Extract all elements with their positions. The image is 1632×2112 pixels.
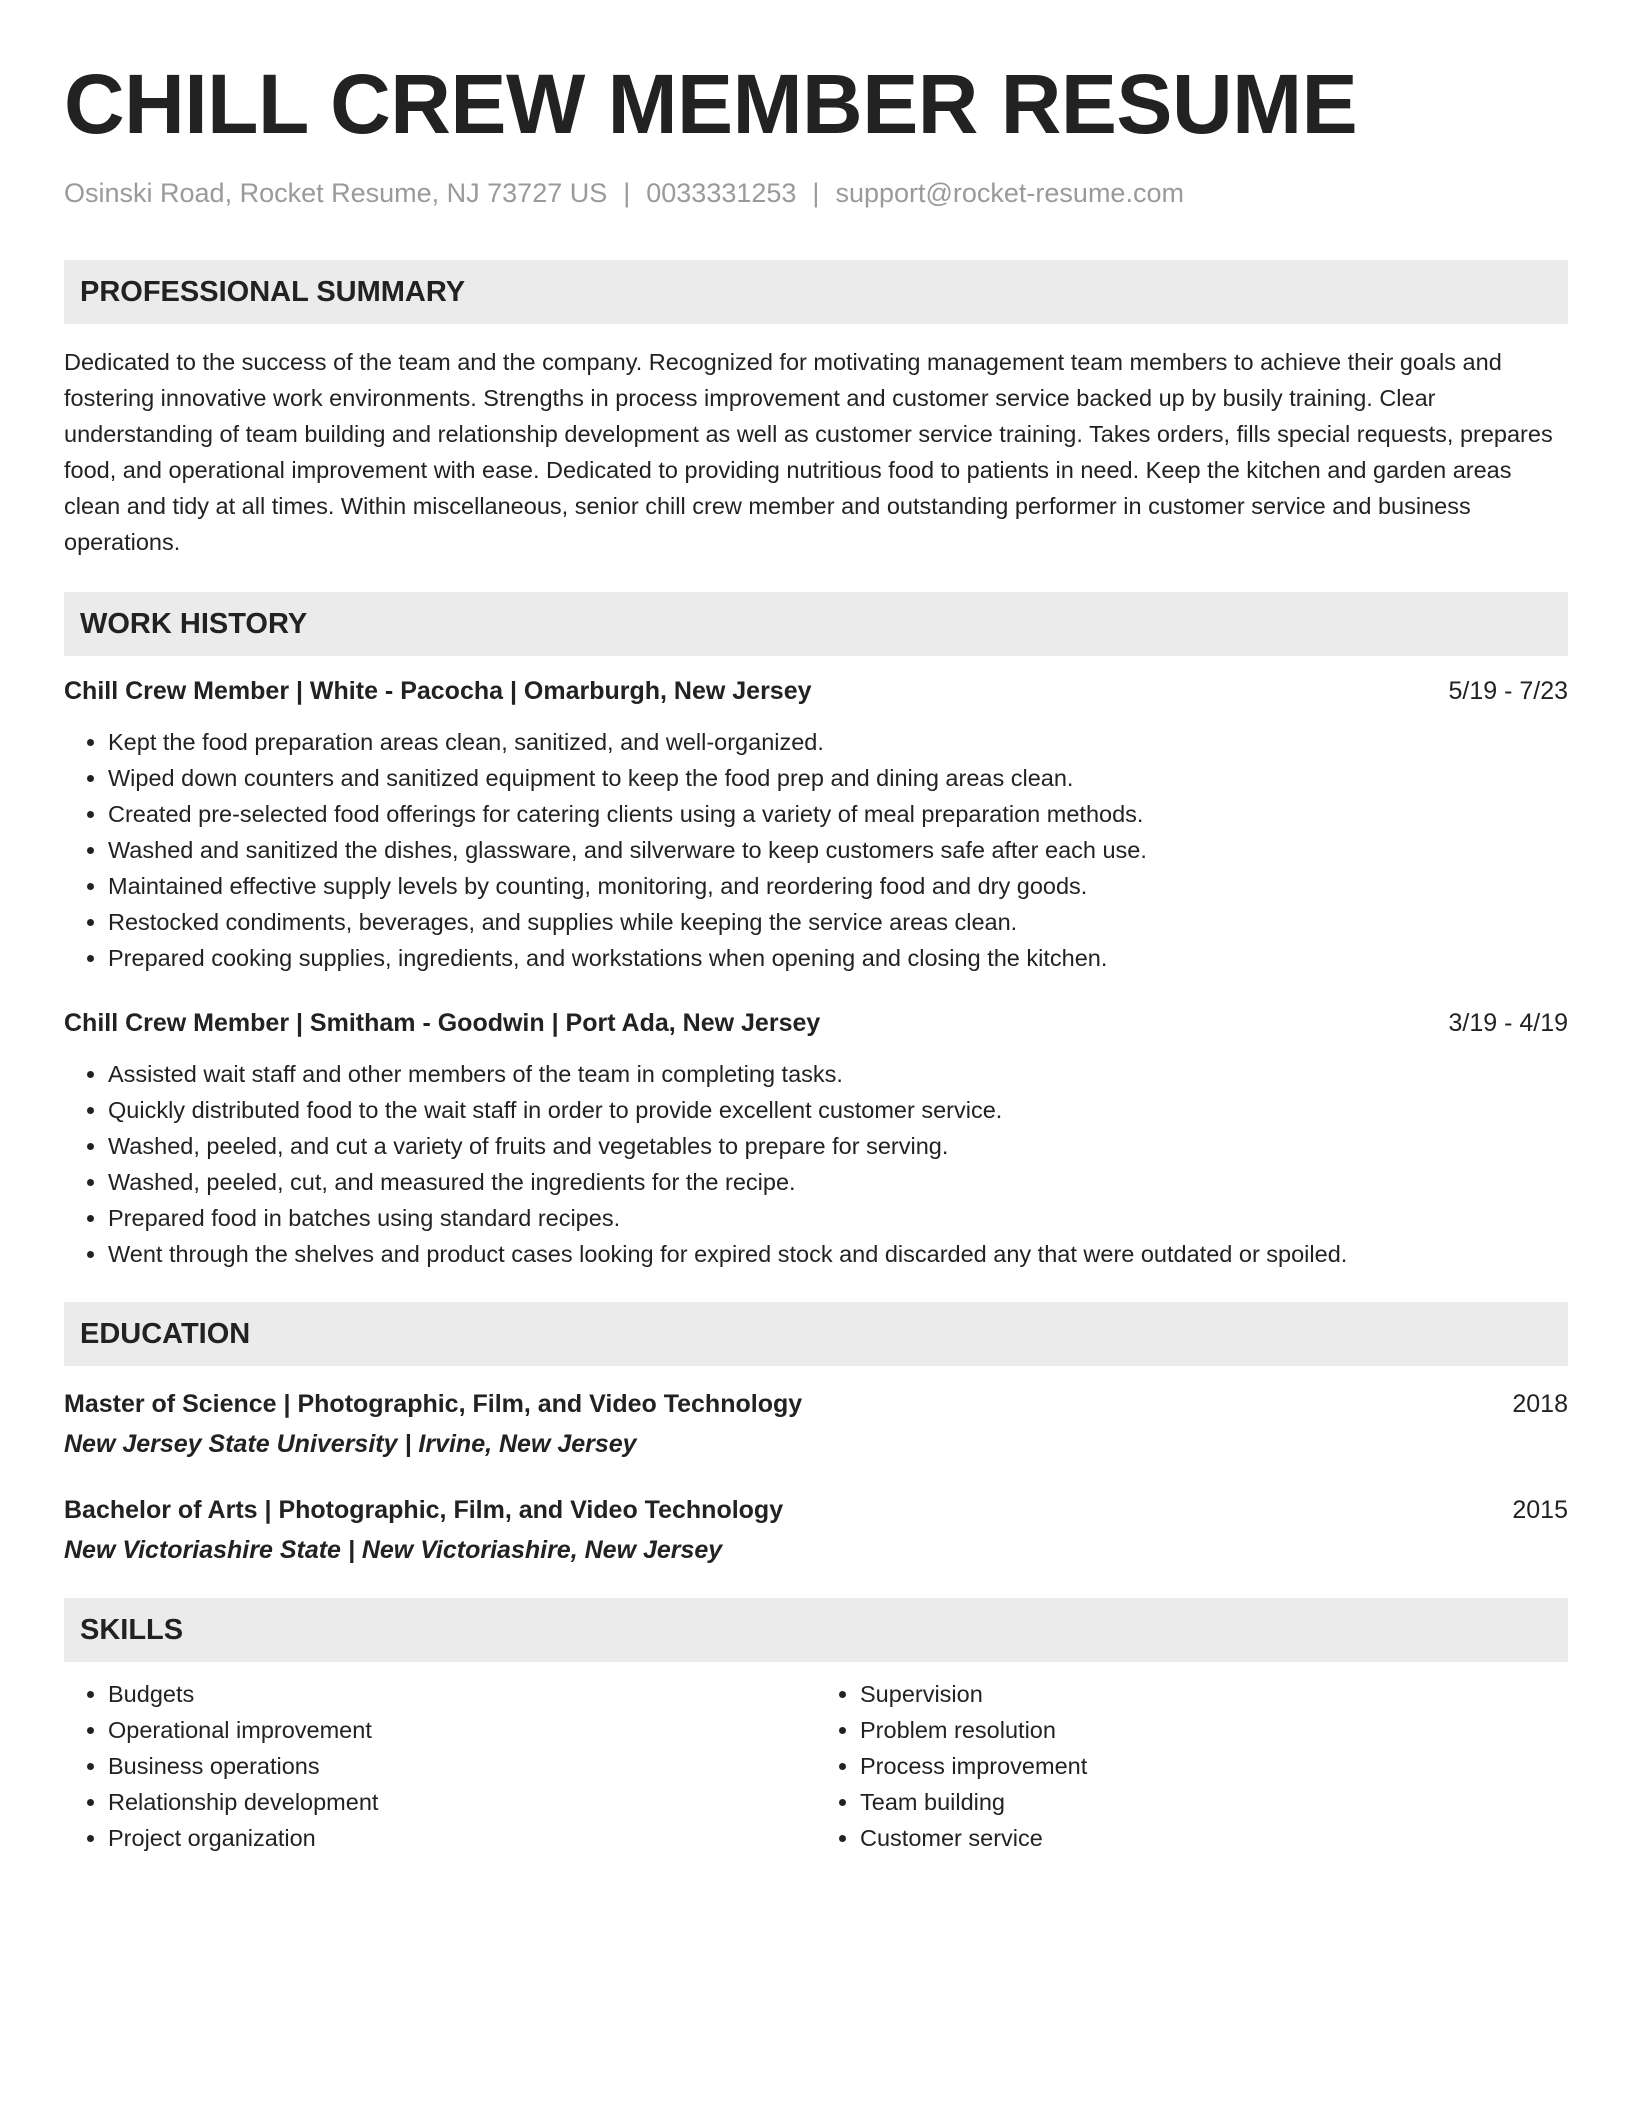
contact-email: support@rocket-resume.com xyxy=(835,178,1184,208)
job-dates: 3/19 - 4/19 xyxy=(1448,1009,1568,1037)
list-item: • Project organization xyxy=(108,1820,816,1856)
degree-title: Master of Science | Photographic, Film, and Video Technology xyxy=(64,1390,803,1418)
list-item: • Prepared food in batches using standard recipes. xyxy=(108,1200,1568,1236)
contact-separator: | xyxy=(623,178,631,208)
degree-row xyxy=(64,1386,1568,1422)
list-item: • Supervision xyxy=(860,1676,1568,1712)
degree-title: Bachelor of Arts | Photographic, Film, and Video Technology xyxy=(64,1496,784,1524)
skills-grid xyxy=(64,1676,1568,1856)
skills-list-right xyxy=(816,1676,1568,1856)
section-heading-education: EDUCATION xyxy=(64,1302,1568,1366)
list-item: • Assisted wait staff and other members of the team in completing tasks. xyxy=(108,1056,1568,1092)
contact-phone: 0033331253 xyxy=(646,178,797,208)
list-item: • Went through the shelves and product cases looking for expired stock and discarded any that were outdated or spoiled. xyxy=(108,1236,1568,1272)
school-name: New Jersey State University | Irvine, New Jersey xyxy=(64,1430,637,1458)
education-entry xyxy=(64,1492,1568,1568)
job-title: Chill Crew Member | Smitham - Goodwin | Port Ada, New Jersey xyxy=(64,1009,821,1037)
job-title: Chill Crew Member | White - Pacocha | Omarburgh, New Jersey xyxy=(64,677,812,705)
list-item: • Restocked condiments, beverages, and supplies while keeping the service areas clean. xyxy=(108,904,1568,940)
job-header xyxy=(64,1006,1568,1040)
list-item: • Budgets xyxy=(108,1676,816,1712)
list-item: • Washed, peeled, and cut a variety of fruits and vegetables to prepare for serving. xyxy=(108,1128,1568,1164)
school-name: New Victoriashire State | New Victoriashire, New Jersey xyxy=(64,1536,723,1564)
section-heading-summary: PROFESSIONAL SUMMARY xyxy=(64,260,1568,324)
list-item: • Team building xyxy=(860,1784,1568,1820)
list-item: • Created pre-selected food offerings for catering clients using a variety of meal preparation methods. xyxy=(108,796,1568,832)
skills-list-left xyxy=(64,1676,816,1856)
list-item: • Business operations xyxy=(108,1748,816,1784)
list-item: • Washed, peeled, cut, and measured the ingredients for the recipe. xyxy=(108,1164,1568,1200)
list-item: • Prepared cooking supplies, ingredients, and workstations when opening and closing the kitchen. xyxy=(108,940,1568,976)
graduation-year: 2018 xyxy=(1512,1390,1568,1418)
contact-separator: | xyxy=(812,178,820,208)
section-heading-skills: SKILLS xyxy=(64,1598,1568,1662)
list-item: • Problem resolution xyxy=(860,1712,1568,1748)
list-item: • Quickly distributed food to the wait staff in order to provide excellent customer service. xyxy=(108,1092,1568,1128)
job-duties-list xyxy=(64,1056,1568,1272)
education-entry xyxy=(64,1386,1568,1462)
list-item: • Operational improvement xyxy=(108,1712,816,1748)
resume-title: CHILL CREW MEMBER RESUME xyxy=(64,57,1358,151)
job-duties-list xyxy=(64,724,1568,976)
graduation-year: 2015 xyxy=(1512,1496,1568,1524)
list-item: • Process improvement xyxy=(860,1748,1568,1784)
section-heading-work-history: WORK HISTORY xyxy=(64,592,1568,656)
list-item: • Maintained effective supply levels by counting, monitoring, and reordering food and dry goods. xyxy=(108,868,1568,904)
list-item: • Washed and sanitized the dishes, glassware, and silverware to keep customers safe after each use. xyxy=(108,832,1568,868)
list-item: • Customer service xyxy=(860,1820,1568,1856)
list-item: • Kept the food preparation areas clean, sanitized, and well-organized. xyxy=(108,724,1568,760)
contact-address: Osinski Road, Rocket Resume, NJ 73727 US xyxy=(64,178,608,208)
job-dates: 5/19 - 7/23 xyxy=(1448,677,1568,705)
degree-row xyxy=(64,1492,1568,1528)
list-item: • Relationship development xyxy=(108,1784,816,1820)
contact-line xyxy=(64,176,1568,210)
list-item: • Wiped down counters and sanitized equipment to keep the food prep and dining areas clean. xyxy=(108,760,1568,796)
job-header xyxy=(64,674,1568,708)
summary-text: Dedicated to the success of the team and the company. Recognized for motivating management team members to achieve their goals and fostering innovative work environments. Strengths in process improvement and customer service backed up by busily training. Clear understanding of team building and relationship development as well as customer service training. Takes orders, fills special requests, prepares food, and operational improvement with ease. Dedicated to providing nutritious food to patients in need. Keep the kitchen and garden areas clean and tidy at all times. Within miscellaneous, senior chill crew member and outstanding performer in customer service and business operations. xyxy=(64,349,1553,555)
